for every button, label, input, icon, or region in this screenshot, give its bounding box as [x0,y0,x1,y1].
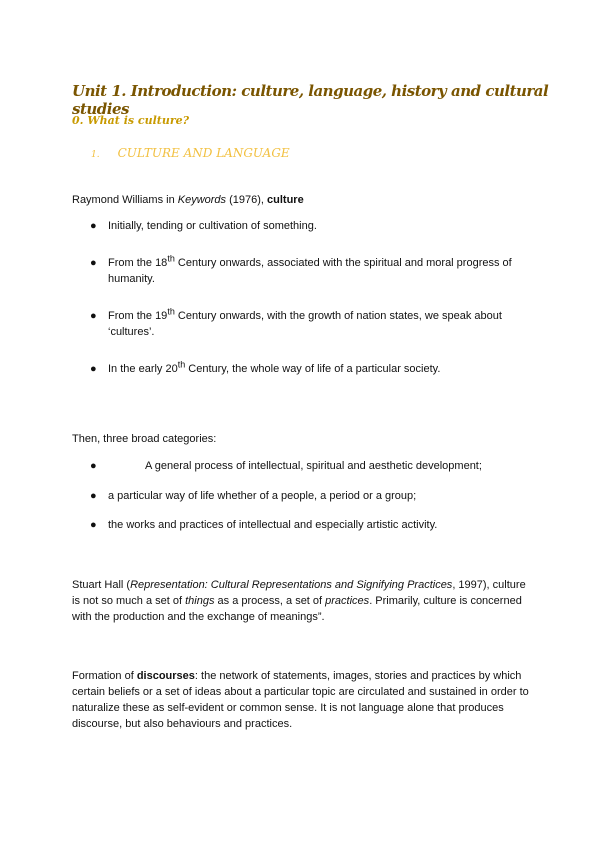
discourse-term: discourses [136,670,195,682]
hall-paragraph [72,577,532,625]
list-item-text [108,361,530,377]
list-item [90,308,530,340]
hall-intro: Stuart Hall ( [72,579,131,591]
then-paragraph: Then, three broad categories: [72,433,217,445]
hall-work-title: Representation: Cultural Representations and Signifying Practices [130,579,453,591]
williams-intro: Raymond Williams in [72,194,178,206]
section-heading [91,146,290,160]
bullet-icon: ● [90,310,97,322]
list-item-text [108,255,530,287]
bullet-icon: ● [90,257,97,269]
unit-title: Unit 1. Introduction: culture, language, history and cultural studies [72,82,549,118]
ordinal-superscript: th [167,253,175,264]
discourse-definition: : the network of statements, images, stories and practices by which certain beliefs or a set of ideas about a particular topic are circulated and sustained in order to naturalize these as self-evident or common sense. It is not language alone that produces discourse, but also behaviours and practices. [72,670,529,730]
list-item [90,458,530,474]
hall-text: , 1997), culture is not so much a set of [72,579,526,607]
williams-work-title: Keywords [177,194,227,206]
list-item [90,218,530,234]
discourse-paragraph [72,668,532,732]
williams-year: (1976), [226,194,268,206]
list-item [90,517,530,533]
list-item-text-end: Century, the whole way of life of a particular society. [185,363,441,375]
list-item-text [108,308,530,340]
hall-emphasis-things: things [185,595,215,607]
list-item-text-end: Century onwards, with the growth of nation states, we speak about ‘cultures’. [108,310,502,338]
list-item-text-start: In the early 20 [108,363,178,375]
list-item-text: A general process of intellectual, spiritual and aesthetic development; [145,460,482,472]
discourse-intro: Formation of [72,670,137,682]
section-label: CULTURE AND LANGUAGE [117,146,290,160]
hall-text: . Primarily, culture is concerned with the production and the exchange of meanings”. [72,595,522,623]
hall-emphasis-practices: practices [325,595,370,607]
list-item-text-start: From the 18 [108,257,168,269]
bullet-icon: ● [90,363,97,375]
williams-term: culture [267,194,304,206]
list-item [90,488,530,504]
list-item [90,255,530,287]
list-item [90,361,530,377]
bullet-icon: ● [90,220,97,232]
bullet-icon: ● [90,490,97,502]
section-number: 1. [91,150,100,160]
bullet-icon: ● [90,519,97,531]
list-item-text: a particular way of life whether of a people, a period or a group; [108,490,417,502]
list-item-text-start: From the 19 [108,310,168,322]
list-item-text-end: Century onwards, associated with the spiritual and moral progress of humanity. [108,257,512,285]
williams-paragraph [72,192,532,208]
ordinal-superscript: th [177,359,186,370]
list-item-text: Initially, tending or cultivation of something. [108,220,317,232]
list-item-text: the works and practices of intellectual and especially artistic activity. [108,519,438,531]
subtitle: 0. What is culture? [72,114,190,127]
ordinal-superscript: th [167,306,175,317]
hall-text: as a process, a set of [214,595,326,607]
bullet-icon: ● [90,460,97,472]
